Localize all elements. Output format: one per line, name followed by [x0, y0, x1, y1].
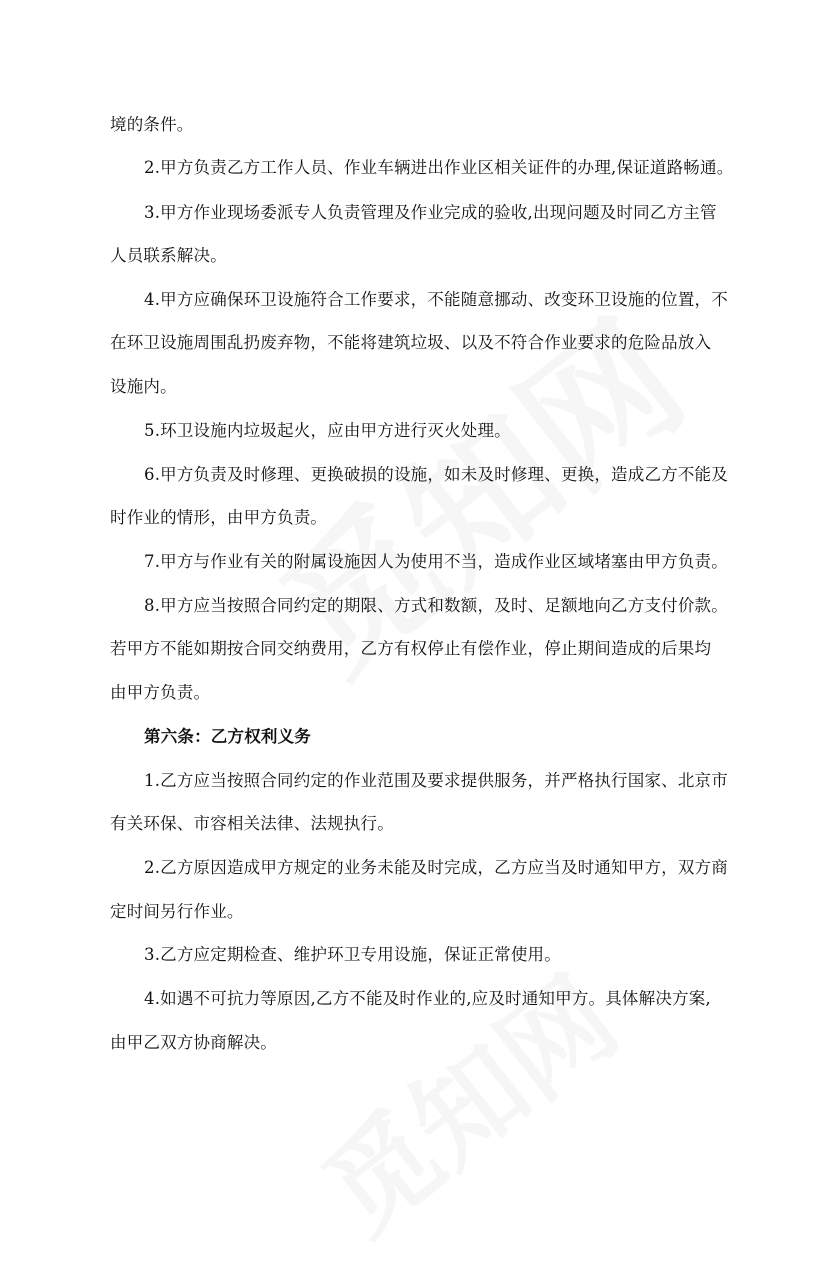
paragraph-line: 4.甲方应确保环卫设施符合工作要求，不能随意挪动、改变环卫设施的位置，不: [144, 290, 728, 309]
paragraph-line: 由甲方负责。: [110, 683, 211, 702]
section-heading: 第六条：乙方权利义务: [144, 727, 311, 746]
paragraph-line: 2.甲方负责乙方工作人员、作业车辆进出作业区相关证件的办理,保证道路畅通。: [144, 158, 734, 177]
paragraph-line: 3.乙方应定期检查、维护环卫专用设施，保证正常使用。: [144, 945, 561, 964]
paragraph-line: 2.乙方原因造成甲方规定的业务未能及时完成，乙方应当及时通知甲方，双方商: [144, 858, 728, 877]
paragraph-line: 人员联系解决。: [110, 246, 227, 265]
paragraph-line: 7.甲方与作业有关的附属设施因人为使用不当，造成作业区域堵塞由甲方负责。: [144, 552, 728, 571]
watermark-bottom: [286, 935, 643, 1263]
paragraph-line: 设施内。: [110, 377, 177, 396]
paragraph-line: 3.甲方作业现场委派专人负责管理及作业完成的验收,出现问题及时同乙方主管: [144, 203, 717, 222]
paragraph-line: 1.乙方应当按照合同约定的作业范围及要求提供服务，并严格执行国家、北京市: [144, 771, 728, 790]
paragraph-line: 在环卫设施周围乱扔废弃物，不能将建筑垃圾、以及不符合作业要求的危险品放入: [110, 333, 712, 352]
paragraph-line: 境的条件。: [110, 115, 194, 134]
paragraph-line: 有关环保、市容相关法律、法规执行。: [110, 814, 394, 833]
paragraph-line: 若甲方不能如期按合同交纳费用，乙方有权停止有偿作业，停止期间造成的后果均: [110, 639, 712, 658]
paragraph-line: 8.甲方应当按照合同约定的期限、方式和数额，及时、足额地向乙方支付价款。: [144, 596, 728, 615]
paragraph-line: 5.环卫设施内垃圾起火，应由甲方进行灭火处理。: [144, 421, 511, 440]
paragraph-line: 由甲乙双方协商解决。: [110, 1033, 277, 1052]
paragraph-line: 时作业的情形，由甲方负责。: [110, 508, 328, 527]
paragraph-line: 6.甲方负责及时修理、更换破损的设施，如未及时修理、更换，造成乙方不能及: [144, 465, 728, 484]
paragraph-line: 4.如遇不可抗力等原因,乙方不能及时作业的,应及时通知甲方。具体解决方案,: [144, 989, 711, 1008]
paragraph-line: 定时间另行作业。: [110, 902, 244, 921]
